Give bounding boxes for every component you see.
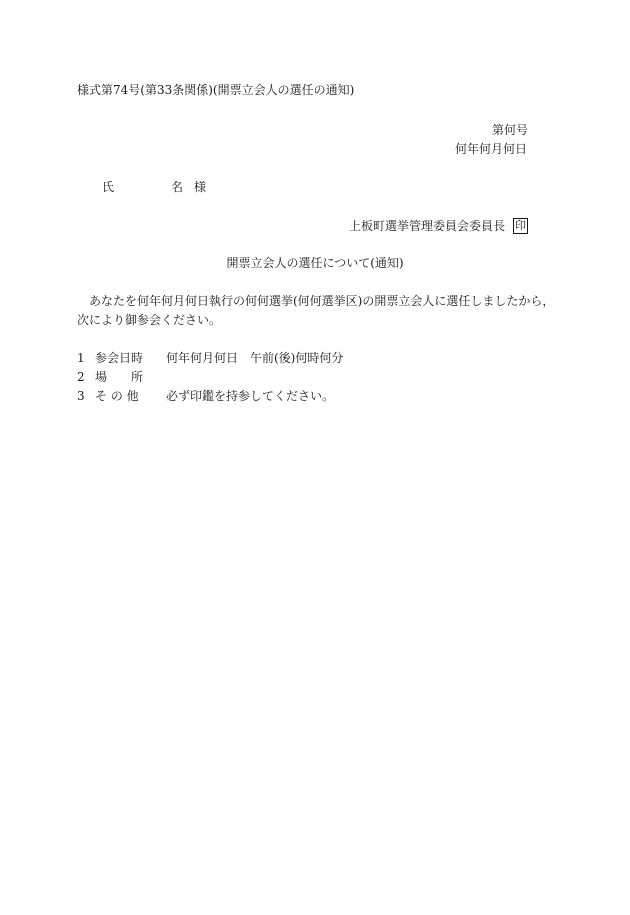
item-value: 必ず印鑑を持参してください。 (166, 389, 335, 403)
item-label: 場 所 (95, 370, 144, 384)
sender-title: 上板町選挙管理委員会委員長 (348, 219, 505, 233)
recipient-name-label-2: 名 (171, 180, 184, 194)
item-number: 2 (77, 370, 85, 384)
item-number: 3 (77, 389, 85, 403)
document-date: 何年何月何日 (454, 142, 527, 156)
recipient-name-label: 氏 (102, 180, 115, 194)
seal-mark: 印 (515, 219, 526, 232)
sender-line (349, 218, 528, 234)
form-title: 様式第74号(第33条関係)(開票立会人の選任の通知) (77, 83, 355, 97)
body-paragraph: あなたを何年何月何日執行の何何選挙(何何選挙区)の開票立会人に選任しましたから，次により御参会ください。 (77, 294, 555, 327)
notice-items (77, 349, 557, 406)
item-number: 1 (77, 351, 85, 365)
list-item (77, 349, 557, 368)
notice-body (77, 292, 557, 330)
recipient-honorific: 様 (194, 180, 207, 194)
list-item (77, 368, 557, 387)
document-number: 第何号 (491, 123, 528, 137)
notice-heading: 開票立会人の選任について(通知) (226, 256, 404, 270)
item-value: 何年何月何日 午前(後)何時何分 (166, 351, 344, 365)
list-item (77, 387, 557, 406)
item-label: そ の 他 (95, 389, 139, 403)
item-label: 参会日時 (95, 351, 144, 365)
